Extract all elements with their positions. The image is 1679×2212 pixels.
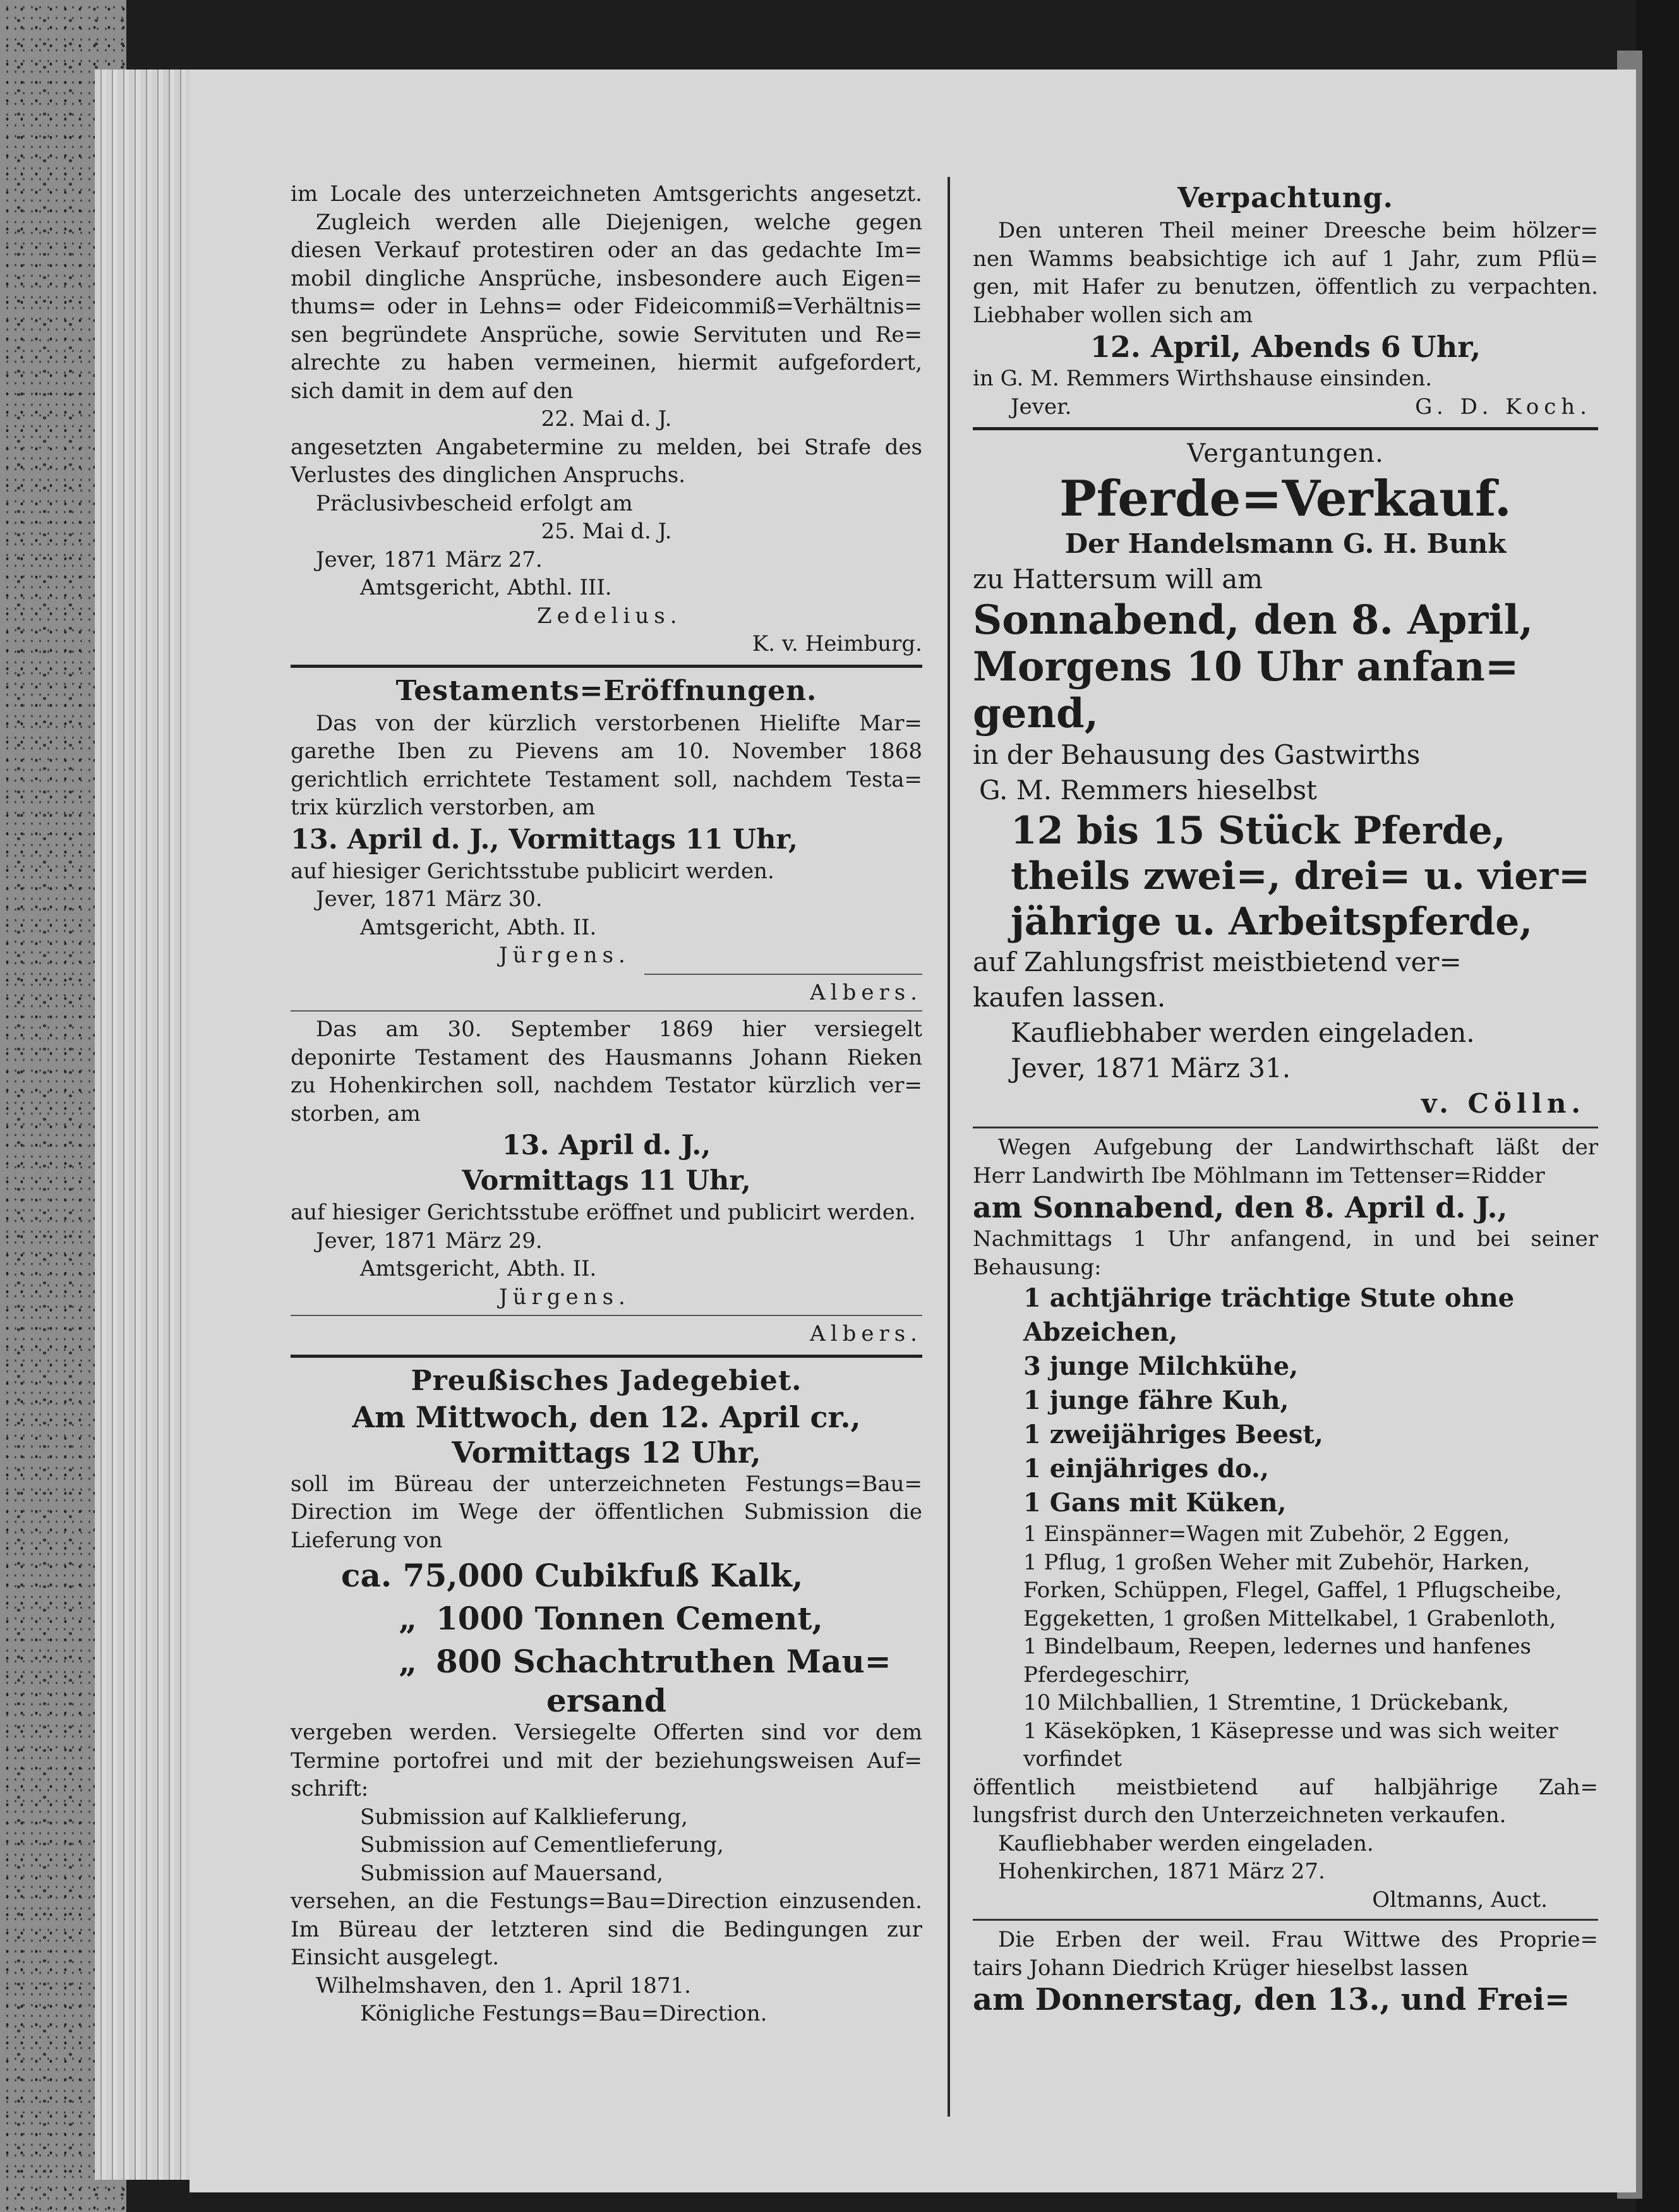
signature-rule <box>291 1315 922 1316</box>
text-line: Das von der kürzlich verstorbenen Hielifte Mar= <box>316 710 922 736</box>
judge-name: Jürgens. <box>499 1284 630 1310</box>
section-heading: Verpachtung. <box>1177 182 1393 214</box>
town-name: Jever. <box>1011 394 1072 420</box>
lease-section <box>973 180 1598 421</box>
signature-rule <box>644 974 922 975</box>
section-rule <box>291 665 922 668</box>
material-item <box>291 1597 922 1640</box>
text-line: auf Zahlungsfrist meistbietend ver= <box>973 946 1462 977</box>
text-line: gerichtlich errichtete Testament soll, nachdem Testa= <box>291 766 922 792</box>
text-line: Einsicht ausgelegt. <box>291 1945 500 1970</box>
horse-count: 12 bis 15 Stück Pferde, <box>1011 809 1506 853</box>
scan-background <box>1636 0 1679 2212</box>
text-line: Herr Landwirth Ibe Möhlmann im Tettenser=Ridder <box>973 1163 1545 1188</box>
clerk-name: Albers. <box>810 1321 922 1346</box>
text-line: Kaufliebhaber werden eingeladen. <box>1011 1017 1475 1048</box>
hearing-date: 13. April d. J., <box>502 1130 711 1161</box>
text-line: auf hiesiger Gerichtsstube publicirt werden. <box>291 858 774 884</box>
text-line: Kaufliebhaber werden eingeladen. <box>998 1830 1374 1856</box>
court-notice-continuation <box>291 180 922 658</box>
material-item: ca. 75,000 Cubikfuß Kalk, <box>341 1557 803 1594</box>
animal-item: 1 zweijähriges Beest, <box>1023 1420 1323 1449</box>
text-line: alrechte zu haben vermeinen, hiermit aufgefordert, <box>291 350 922 375</box>
judge-name: Jürgens. <box>499 943 630 968</box>
horse-type: jährige u. Arbeitspferde, <box>1011 900 1533 944</box>
text-line: Verlustes des dinglichen Anspruchs. <box>291 462 686 488</box>
text-line: in G. M. Remmers Wirthshause einsinden. <box>973 366 1433 391</box>
goods-line: 1 Käseköpken, 1 Käsepresse und was sich weiter <box>1023 1718 1558 1744</box>
signer-name: v. Cölln. <box>1421 1088 1586 1119</box>
text-line: gen, mit Hafer zu benutzen, öffentlich zu verpachten. <box>973 274 1598 299</box>
section-rule <box>973 1919 1598 1921</box>
animal-item: 1 achtjährige trächtige Stute ohne <box>1023 1283 1515 1313</box>
left-column <box>291 180 922 2028</box>
signer-name: G. D. Koch. <box>1415 394 1592 420</box>
material-item-text: 1000 Tonnen Cement, <box>436 1600 823 1637</box>
sale-time: gend, <box>973 690 1099 737</box>
text-line: nen Wamms beabsichtige ich auf 1 Jahr, zum Pflü= <box>973 246 1598 272</box>
text-line: im Locale des unterzeichneten Amtsgerichts angesetzt. <box>291 181 922 207</box>
goods-line: Pferdegeschirr, <box>1023 1662 1191 1688</box>
column-divider <box>948 177 950 2117</box>
text-line: Das am 30. September 1869 hier versiegelt <box>316 1017 922 1042</box>
goods-line: Forken, Schüppen, Flegel, Gaffel, 1 Pflugscheibe, <box>1023 1578 1562 1603</box>
text-line: Direction im Wege der öffentlichen Submission die <box>291 1499 922 1525</box>
notice-rule <box>291 1010 922 1012</box>
text-line: Präclusivbescheid erfolgt am <box>316 490 633 516</box>
submission-label: Submission auf Mauersand, <box>360 1860 664 1886</box>
goods-line: 1 Bindelbaum, Reepen, ledernes und hanfenes <box>1023 1634 1531 1659</box>
place-date: Jever, 1871 März 30. <box>316 886 543 912</box>
text-line: Die Erben der weil. Frau Wittwe des Proprie= <box>998 1927 1598 1952</box>
text-line: Den unteren Theil meiner Dreesche beim hölzer= <box>998 218 1598 243</box>
court-name: Amtsgericht, Abthl. III. <box>360 575 612 600</box>
sale-time: Morgens 10 Uhr anfan= <box>973 643 1519 691</box>
authority-signature: Königliche Festungs=Bau=Direction. <box>360 2001 767 2026</box>
section-rule <box>291 1355 922 1358</box>
text-line: schrift: <box>291 1776 369 1801</box>
text-line: zu Hohenkirchen soll, nachdem Testator kürzlich ver= <box>291 1073 922 1098</box>
auction-section <box>973 435 1598 1121</box>
text-line: vergeben werden. Versiegelte Offerten sind vor dem <box>291 1720 922 1745</box>
animal-item: Abzeichen, <box>1023 1317 1178 1347</box>
text-line: diesen Verkauf protestiren oder an das gedachte Im= <box>291 238 922 263</box>
text-line: Liebhaber wollen sich am <box>973 302 1253 328</box>
text-line: kaufen lassen. <box>973 982 1166 1013</box>
text-line: Nachmittags 1 Uhr anfangend, in und bei seiner <box>973 1226 1598 1252</box>
ditto-mark: „ <box>399 1643 417 1680</box>
deadline-date: 25. Mai d. J. <box>541 519 672 544</box>
goods-line: vorfindet <box>1023 1746 1122 1772</box>
text-line: storben, am <box>291 1101 421 1127</box>
newspaper-page <box>190 70 1636 2192</box>
court-name: Amtsgericht, Abth. II. <box>360 1256 597 1281</box>
goods-line: 10 Milchballien, 1 Stremtine, 1 Drückebank, <box>1023 1690 1510 1715</box>
jade-section <box>291 1363 922 2028</box>
section-heading: Vergantungen. <box>1187 439 1384 468</box>
text-line: auf hiesiger Gerichtsstube eröffnet und publicirt werden. <box>291 1200 916 1225</box>
animal-item: 1 einjähriges do., <box>1023 1454 1269 1484</box>
text-line: lungsfrist durch den Unterzeichneten verkaufen. <box>973 1803 1507 1828</box>
text-line: thums= oder in Lehns= oder Fideicommiß=Verhältnis= <box>291 294 922 319</box>
auction-date: am Sonnabend, den 8. April d. J., <box>973 1190 1508 1224</box>
text-line: angesetzten Angabetermine zu melden, bei Strafe des <box>291 434 922 460</box>
text-line: Im Büreau der letzteren sind die Bedingungen zur <box>291 1916 922 1942</box>
place-date: Jever, 1871 März 27. <box>316 547 543 572</box>
section-rule <box>973 427 1598 430</box>
text-line: Lieferung von <box>291 1527 443 1553</box>
section-heading: Preußisches Jadegebiet. <box>411 1364 802 1397</box>
place-date: Jever, 1871 März 31. <box>1011 1053 1291 1084</box>
material-item-text: 800 Schachtruthen Mau= <box>436 1643 891 1680</box>
text-line: Der Handelsmann G. H. Bunk <box>1064 528 1507 559</box>
horse-sale-heading: Pferde=Verkauf. <box>1059 470 1512 528</box>
text-line: versehen, an die Festungs=Bau=Direction einzusenden. <box>291 1889 922 1914</box>
text-line: trix kürzlich verstorben, am <box>291 795 596 820</box>
text-line: Behausung: <box>973 1254 1102 1280</box>
text-line: tairs Johann Diedrich Krüger hieselbst lassen <box>973 1955 1469 1981</box>
place-date: Wilhelmshaven, den 1. April 1871. <box>316 1973 691 1998</box>
text-line: Zugleich werden alle Diejenigen, welche gegen <box>316 209 922 235</box>
lease-date: 12. April, Abends 6 Uhr, <box>1090 330 1481 364</box>
text-line: G. M. Remmers hieselbst <box>979 775 1317 806</box>
text-line: sen begründete Ansprüche, sowie Servituten und Re= <box>291 322 922 348</box>
text-line: Wegen Aufgebung der Landwirthschaft läßt der <box>998 1135 1598 1160</box>
place-date: Hohenkirchen, 1871 März 27. <box>998 1859 1325 1884</box>
animal-item: 3 junge Milchkühe, <box>1023 1351 1299 1381</box>
deadline-date: 22. Mai d. J. <box>541 406 672 432</box>
submission-label: Submission auf Cementlieferung, <box>360 1832 724 1858</box>
text-line: in der Behausung des Gastwirths <box>973 739 1421 770</box>
clerk-name: K. v. Heimburg. <box>752 631 922 656</box>
text-line: garethe Iben zu Pievens am 10. November 1868 <box>291 739 922 764</box>
section-rule <box>973 1127 1598 1128</box>
hearing-date: 13. April d. J., Vormittags 11 Uhr, <box>291 823 798 855</box>
ditto-mark: „ <box>399 1600 417 1637</box>
right-column <box>973 180 1598 2017</box>
text-line: soll im Büreau der unterzeichneten Festungs=Bau= <box>291 1471 922 1497</box>
hearing-time: Vormittags 11 Uhr, <box>462 1165 751 1197</box>
submission-label: Submission auf Kalklieferung, <box>360 1804 688 1830</box>
text-line: mobil dingliche Ansprüche, insbesondere auch Eigen= <box>291 265 922 291</box>
animal-item: 1 Gans mit Küken, <box>1023 1488 1287 1518</box>
submission-time: Vormittags 12 Uhr, <box>452 1435 761 1470</box>
auctioneer-signature: Oltmanns, Auct. <box>1372 1887 1548 1913</box>
place-date: Jever, 1871 März 29. <box>316 1228 543 1254</box>
submission-date: Am Mittwoch, den 12. April cr., <box>352 1399 861 1434</box>
clerk-name: Albers. <box>810 979 922 1005</box>
text-line: Termine portofrei und mit der beziehungsweisen Auf= <box>291 1748 922 1774</box>
animal-item: 1 junge fähre Kuh, <box>1023 1386 1289 1415</box>
goods-line: 1 Einspänner=Wagen mit Zubehör, 2 Eggen, <box>1023 1521 1510 1547</box>
text-line: deponirte Testament des Hausmanns Johann Rieken <box>291 1044 922 1070</box>
testament-section <box>291 673 922 1348</box>
goods-line: Eggeketten, 1 großen Mittelkabel, 1 Grabenloth, <box>1023 1605 1556 1631</box>
horse-age: theils zwei=, drei= u. vier= <box>1011 854 1591 898</box>
auction-date: am Donnerstag, den 13., und Frei= <box>973 1982 1570 2017</box>
material-item <box>291 1640 922 1683</box>
judge-name: Zedelius. <box>537 603 682 629</box>
goods-line: 1 Pflug, 1 großen Weher mit Zubehör, Harken, <box>1023 1549 1531 1575</box>
text-line: sich damit in dem auf den <box>291 378 574 404</box>
text-line: öffentlich meistbietend auf halbjährige Zah= <box>973 1774 1598 1800</box>
material-item-text: ersand <box>546 1682 666 1719</box>
heirs-notice <box>973 1926 1598 2017</box>
signature-row <box>973 393 1598 421</box>
text-line: zu Hattersum will am <box>973 564 1263 595</box>
court-name: Amtsgericht, Abth. II. <box>360 914 597 940</box>
sale-date: Sonnabend, den 8. April, <box>973 596 1534 644</box>
section-heading: Testaments=Eröffnungen. <box>395 674 817 707</box>
farm-auction-section <box>973 1133 1598 1914</box>
